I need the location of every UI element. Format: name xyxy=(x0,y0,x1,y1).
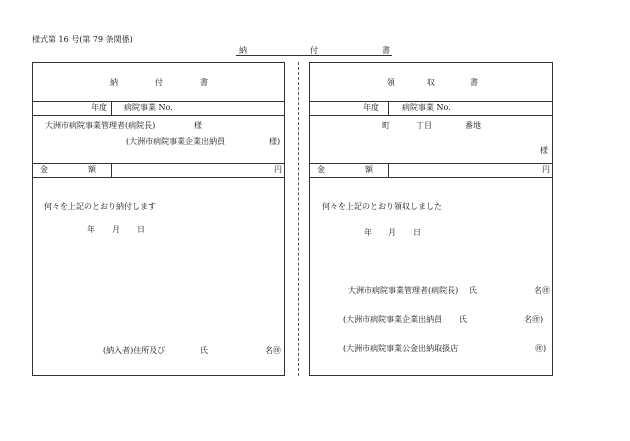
receipt-title-char-2: 収 xyxy=(427,78,435,87)
payment-statement: 何々を上記のとおり納付します xyxy=(44,202,156,211)
receipt-panel xyxy=(309,62,553,376)
payer-name-label: 氏 xyxy=(200,346,208,355)
receipt-divider xyxy=(310,163,552,164)
cut-line xyxy=(298,62,299,376)
cashier-signer: (大洲市病院事業企業出納員 xyxy=(343,315,443,324)
payment-slip-title-char-1: 納 xyxy=(110,78,118,87)
amount-label-char-2: 額 xyxy=(365,165,373,174)
receipt-divider xyxy=(310,177,552,178)
amount-label-char-1: 金 xyxy=(317,165,325,174)
form-title-char-2: 付 xyxy=(310,46,318,55)
payer-honorific: 様 xyxy=(540,146,548,155)
date-year-label: 年 xyxy=(87,225,95,234)
cashier-honorific: 様) xyxy=(269,137,281,146)
payer-address-label: (納入者)住所及び xyxy=(103,346,166,355)
year-label: 年度 xyxy=(91,103,107,112)
yen-label: 円 xyxy=(274,165,282,174)
address-chome-label: 丁目 xyxy=(416,121,432,130)
form-title-underline xyxy=(236,55,392,56)
form-title-char-1: 納 xyxy=(239,46,247,55)
receipt-statement: 何々を上記のとおり領収しました xyxy=(322,202,442,211)
bank-agent-signer: (大洲市病院事業公金出納取扱店 xyxy=(343,344,459,353)
receipt-title-char-3: 書 xyxy=(470,78,478,87)
bank-agent-seal-label: ㊞) xyxy=(535,344,547,353)
amount-divider xyxy=(388,163,389,177)
date-month-label: 月 xyxy=(112,225,120,234)
account-number-label: 病院事業 No. xyxy=(124,103,173,112)
receipt-divider xyxy=(310,101,552,102)
payment-slip-title-char-2: 付 xyxy=(155,78,163,87)
director-signer: 大洲市病院事業管理者(病院長) xyxy=(348,286,459,295)
receipt-title-char-1: 領 xyxy=(387,78,395,87)
payment-slip-divider xyxy=(33,177,284,178)
form-title-char-3: 書 xyxy=(382,46,390,55)
receipt-divider xyxy=(310,115,552,116)
year-label: 年度 xyxy=(363,103,379,112)
payment-slip-panel xyxy=(32,62,285,376)
payment-slip-title-char-3: 書 xyxy=(200,78,208,87)
cashier-seal-label: 名㊞) xyxy=(524,315,544,324)
yen-label: 円 xyxy=(542,165,550,174)
year-divider xyxy=(111,101,112,115)
cashier-addressee: (大洲市病院事業企業出納員 xyxy=(126,137,226,146)
director-seal-label: 名㊞ xyxy=(534,286,550,295)
amount-label-char-1: 金 xyxy=(40,165,48,174)
year-divider xyxy=(388,101,389,115)
director-name-label: 氏 xyxy=(469,286,477,295)
payment-slip-divider xyxy=(33,163,284,164)
addressee: 大洲市病院事業管理者(病院長) xyxy=(45,121,156,130)
date-year-label: 年 xyxy=(364,228,372,237)
date-day-label: 日 xyxy=(413,228,421,237)
cashier-name-label: 氏 xyxy=(459,315,467,324)
account-number-label: 病院事業 No. xyxy=(402,103,451,112)
form-number: 様式第 16 号(第 79 条関係) xyxy=(32,35,133,44)
address-town-label: 町 xyxy=(382,121,390,130)
amount-label-char-2: 額 xyxy=(88,165,96,174)
address-banchi-label: 番地 xyxy=(465,121,481,130)
payer-seal-label: 名㊞ xyxy=(265,346,281,355)
date-month-label: 月 xyxy=(388,228,396,237)
addressee-honorific: 様 xyxy=(194,121,202,130)
payment-slip-divider xyxy=(33,115,284,116)
payment-slip-divider xyxy=(33,101,284,102)
date-day-label: 日 xyxy=(137,225,145,234)
amount-divider xyxy=(111,163,112,177)
